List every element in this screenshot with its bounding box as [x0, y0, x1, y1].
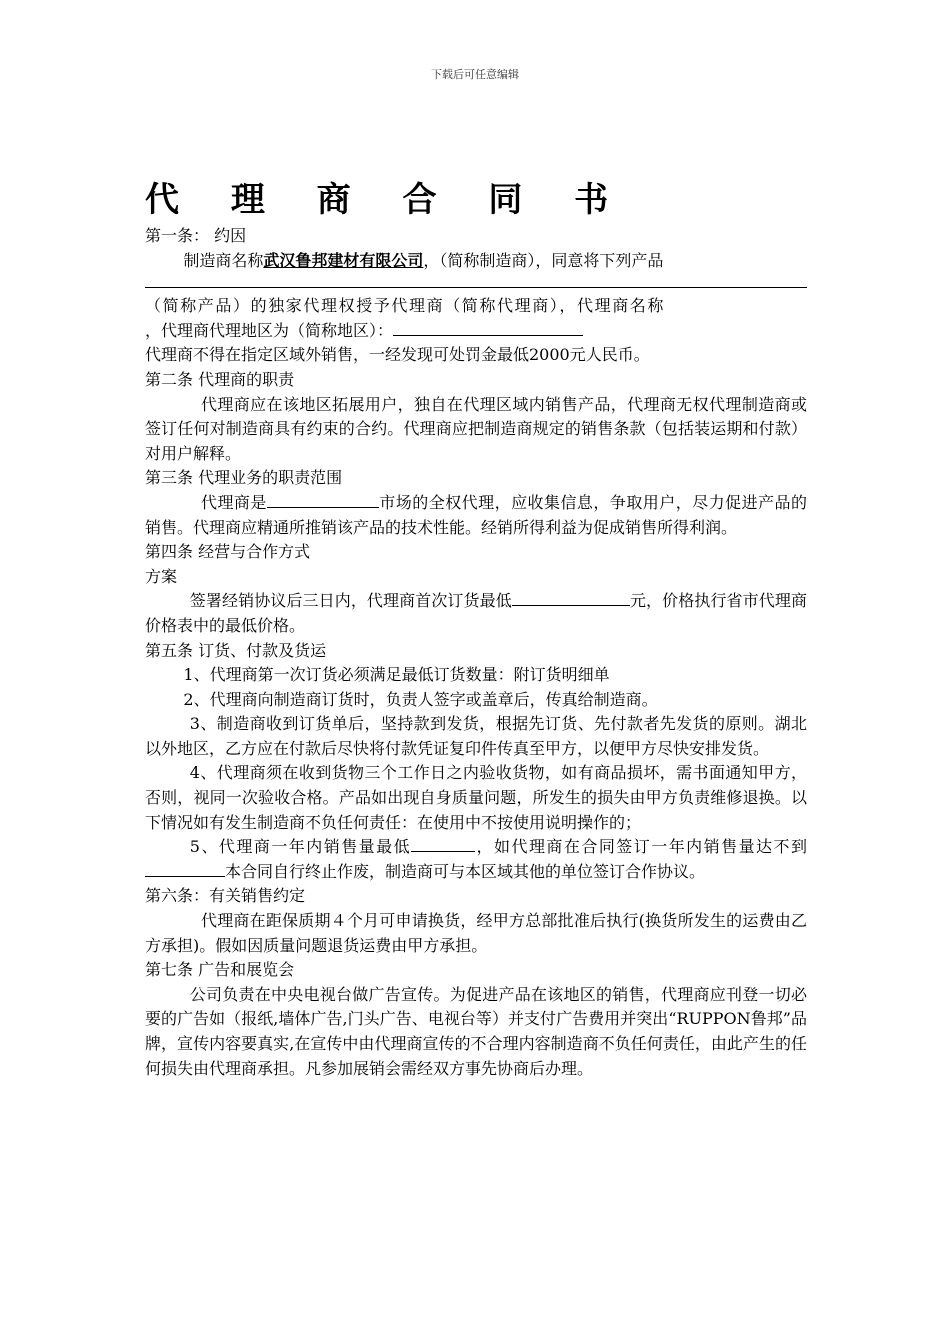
- article-5-i5-c: 本合同自行终止作废，制造商可与本区域其他的单位签订合作协议。: [225, 861, 706, 881]
- article-1-l1-post: ，（简称制造商），同意将下列产品: [423, 250, 664, 270]
- article-1-heading: 第一条： 约因: [145, 226, 247, 245]
- article-4-heading: 第四条 经营与合作方式: [145, 542, 311, 562]
- article-1-line-3: [145, 319, 807, 344]
- sales-target-blank: [145, 860, 225, 877]
- header-note: 下载后可任意编辑: [431, 68, 519, 81]
- article-5-item-1: 1、代理商第一次订货必须满足最低订货数量：附订货明细单: [183, 665, 610, 685]
- article-4-body: [145, 589, 807, 638]
- article-4-pre: 签署经销协议后三日内，代理商首次订货最低: [189, 591, 512, 611]
- article-4-sub: 方案: [145, 566, 178, 586]
- article-6-heading: 第六条：有关销售约定: [145, 886, 306, 906]
- article-4-post: 元，价格执行省市代理商价格表中的最低价格。: [145, 591, 807, 635]
- min-order-blank: [512, 589, 630, 606]
- region-blank: [393, 319, 583, 336]
- article-3-body: [145, 491, 807, 540]
- product-blank-line: [145, 273, 807, 288]
- article-5-item-3: 3、制造商收到订货单后，坚持款到发货，根据先订货、先付款者先发货的原则。湖北以外地区，乙方应在付款后尽快将付款凭证复印件传真至甲方，以便甲方尽快安排发货。: [145, 714, 807, 758]
- market-blank: [267, 491, 379, 508]
- article-2-body: 代理商应在该地区拓展用户，独自在代理区域内销售产品，代理商无权代理制造商或签订任何对制造商具有约束的合约。代理商应把制造商规定的销售条款（包括装运期和付款）对用户解释。: [145, 394, 807, 463]
- article-2-heading: 第二条 代理商的职责: [145, 369, 295, 389]
- article-5-item-5: [145, 835, 807, 884]
- article-5-item-4: 4、代理商须在收到货物三个工作日之内验收货物，如有商品损坏，需书面通知甲方，否则，视同一次验收合格。产品如出现自身质量问题，所发生的损失由甲方负责维修退换。以下情况如有发生制造商不负任何责任：在使用中不按使用说明操作的；: [145, 763, 807, 832]
- article-5-i5-b: ，如代理商在合同签订一年内销售量达不到: [475, 837, 807, 857]
- article-1-l1-pre: 制造商名称: [183, 250, 264, 270]
- article-7-body: 公司负责在中央电视台做广告宣传。为促进产品在该地区的销售，代理商应刊登一切必要的广告如（报纸,墙体广告,门头广告、电视台等）并支付广告费用并突出“RUPPON鲁邦”品牌，宣传内容要真实,在宣传中由代理商宣传的不合理内容制造商不负任何责任，由此产生的任何损失由代理商承担。凡参加展销会需经双方事先协商后办理。: [145, 984, 807, 1078]
- article-5-i5-a: 5、代理商一年内销售量最低: [189, 837, 412, 857]
- article-3-heading: 第三条 代理业务的职责范围: [145, 468, 343, 488]
- article-3-post: 市场的全权代理，应收集信息，争取用户，尽力促进产品的销售。代理商应精通所推销该产品的技术性能。经销所得利益为促成销售所得利润。: [145, 492, 807, 537]
- article-1-l3-text: ，代理商代理地区为（简称地区）：: [145, 320, 394, 340]
- article-5-item-2: 2、代理商向制造商订货时，负责人签字或盖章后，传真给制造商。: [183, 689, 658, 709]
- article-1-line-4: 代理商不得在指定区域外销售，一经发现可处罚金最低2000元人民币。: [145, 345, 650, 365]
- article-1-line-1: [145, 249, 807, 274]
- article-7-heading: 第七条 广告和展览会: [145, 960, 295, 980]
- contract-document: [145, 178, 807, 1081]
- article-1-line-2: （简称产品）的独家代理权授予代理商（简称代理商），代理商名称: [145, 296, 666, 316]
- company-name: 武汉鲁邦建材有限公司: [263, 250, 424, 270]
- article-6-body: 代理商在距保质期４个月可申请换货，经甲方总部批准后执行(换货所发生的运费由乙方承担)。假如因质量问题退货运费由甲方承担。: [145, 911, 807, 955]
- document-title: 代 理 商 合 同 书: [145, 180, 629, 220]
- article-5-heading: 第五条 订货、付款及货运: [145, 640, 327, 660]
- article-3-pre: 代理商是: [201, 492, 267, 512]
- min-sales-blank: [411, 835, 475, 852]
